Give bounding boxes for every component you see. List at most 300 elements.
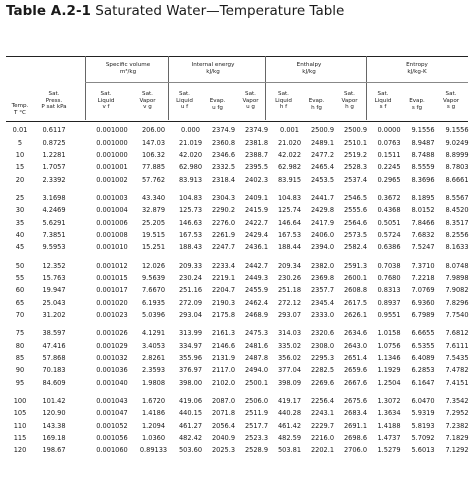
table-cell: 0.0763 [377,138,401,147]
column-gap [74,420,91,432]
table-cell: 419.17 [277,397,302,406]
table-cell: 8.1633 [445,243,469,252]
table-cell: 0.001015 [96,273,128,282]
table-cell: 1.0360 [141,434,166,443]
table-row [6,407,474,419]
table-cell: 8.7488 [411,150,435,159]
table-cell: 0.2245 [377,163,401,172]
table-cell: 5 [17,138,23,147]
table-cell: 2555.6 [343,206,368,215]
table-cell: 293.04 [178,310,203,319]
table-cell: 1.3072 [377,397,401,406]
table-cell: 9.0249 [445,138,469,147]
table-cell: 355.96 [178,354,203,363]
table-cell: 57.762 [141,175,166,184]
table-cell: 314.03 [277,329,302,338]
table-cell: 90 [15,366,25,375]
table-cell: 6.0470 [411,397,435,406]
table-cell: 230.24 [178,273,203,282]
column-gap [74,204,91,216]
table-cell: 334.97 [178,341,203,350]
table-cell: 2190.3 [211,298,236,307]
enthalpy-header: Enthalpy kJ/kg [296,62,322,75]
table-cell: 2117.0 [211,366,236,375]
table-cell: 2643.0 [343,341,368,350]
column-gap [74,432,91,444]
table-cell: 77.885 [141,163,166,172]
table-cell: 7.2218 [411,273,435,282]
table-cell: 8.0152 [411,206,435,215]
column-gap [74,241,91,253]
table-cell: 7.6111 [445,341,469,350]
table-cell: 2102.0 [211,378,236,387]
table-cell: 209.33 [178,261,203,270]
table-cell: 5.9319 [411,409,435,418]
table-cell: 21.019 [178,138,203,147]
table-cell: 2429.8 [310,206,335,215]
column-gap [74,444,91,456]
table-cell: 15 [15,163,25,172]
table-cell: 0.001023 [96,310,128,319]
table-cell: 0.01 [12,126,28,135]
table-cell: 398.00 [178,378,203,387]
table-row [6,272,474,284]
table-cell: 0.8937 [377,298,401,307]
table-cell: 0.6117 [42,126,66,135]
table-cell: 6.7989 [411,310,435,319]
table-cell: 0.7680 [377,273,401,282]
col-header-ufg: Evap. u fg [209,98,226,111]
column-gap [74,149,91,161]
table-cell: 5.6013 [411,446,435,455]
table-cell: 115 [13,434,27,443]
table-cell: 2683.4 [343,409,368,418]
table-cell: 2040.9 [211,434,236,443]
table-row [6,296,474,308]
table-cell: 0.001010 [96,243,128,252]
table-cell: 7.6812 [445,329,469,338]
table-cell: 7.0769 [411,286,435,295]
table-row [6,124,474,136]
table-cell: 2481.6 [244,341,269,350]
table-cell: 19.947 [42,286,66,295]
table-cell: 0.001003 [96,193,128,202]
table-cell: 0.001002 [96,175,128,184]
table-row [6,259,474,271]
table-cell: 2582.4 [343,243,368,252]
table-cell: 167.53 [277,230,302,239]
table-cell: 2591.3 [343,261,368,270]
table-cell: 8.7803 [445,163,469,172]
table-cell: 3.4053 [141,341,166,350]
table-cell: 2468.9 [244,310,269,319]
table-cell: 251.16 [178,286,203,295]
table-cell: 188.43 [178,243,203,252]
column-gap [74,327,91,339]
table-cell: 0.001004 [96,206,128,215]
table-cell: 6.4089 [411,354,435,363]
table-cell: 4.1291 [141,329,166,338]
table-cell: 2146.6 [211,341,236,350]
table-cell: 1.0756 [377,341,401,350]
header-rule [6,121,468,122]
table-cell: 8.9487 [411,138,435,147]
table-cell: 83.915 [277,175,302,184]
column-gap [74,259,91,271]
table-cell: 2243.1 [310,409,335,418]
table-cell: 101.42 [42,397,66,406]
table-cell: 7.2952 [445,409,469,418]
data-table [6,124,474,457]
entropy-header: Entropy kJ/kg-K [406,62,428,75]
table-cell: 2402.3 [244,175,269,184]
table-cell: 2523.3 [244,434,269,443]
table-cell: 2269.6 [310,378,335,387]
table-cell: 7.2382 [445,421,469,430]
table-cell: 376.97 [178,366,203,375]
table-cell: 125.73 [178,206,203,215]
table-cell: 25.205 [141,218,166,227]
table-cell: 2276.0 [211,218,236,227]
table-cell: 2394.0 [310,243,335,252]
table-cell: 167.53 [178,230,203,239]
table-row [6,229,474,241]
table-cell: 2374.9 [244,126,269,135]
table-cell: 1.1346 [377,354,401,363]
table-cell: 0.1511 [377,150,401,159]
table-cell: 2436.1 [244,243,269,252]
table-cell: 2382.0 [310,261,335,270]
table-cell: 2511.9 [244,409,269,418]
table-cell: 85 [15,354,25,363]
col-header-sfg: Evap. s fg [409,98,425,111]
table-cell: 169.18 [42,434,66,443]
table-cell: 75 [15,329,25,338]
table-cell: 1.2281 [42,150,66,159]
table-cell: 482.42 [178,434,203,443]
table-cell: 2.8261 [141,354,166,363]
table-cell: 2698.6 [343,434,368,443]
column-gap [74,161,91,173]
group-rule [85,82,468,83]
table-cell: 105 [13,409,27,418]
table-cell: 2229.7 [310,421,335,430]
column-gap [74,377,91,389]
table-cell: 1.7057 [42,163,66,172]
table-cell: 1.0158 [377,329,401,338]
table-cell: 188.44 [277,243,302,252]
table-cell: 272.12 [277,298,302,307]
column-gap [74,284,91,296]
col-header-sg: Sat. Vapor s g [442,91,460,111]
table-cell: 0.2965 [377,175,401,184]
table-cell: 0.7038 [377,261,401,270]
table-cell: 30 [15,206,25,215]
table-cell: 2626.1 [343,310,368,319]
table-cell: 272.09 [178,298,203,307]
table-cell: 2417.9 [310,218,335,227]
table-cell: 0.3672 [377,193,401,202]
table-cell: 7.9082 [445,286,469,295]
column-gap [74,296,91,308]
column-gap [74,364,91,376]
table-cell: 2233.4 [211,261,236,270]
table-cell: 62.980 [178,163,203,172]
table-cell: 2564.6 [343,218,368,227]
table-cell: 2517.7 [244,421,269,430]
table-cell: 2295.3 [310,354,335,363]
table-cell: 2573.5 [343,230,368,239]
table-cell: 0.001000 [96,150,128,159]
table-cell: 7.6832 [411,230,435,239]
table-cell: 7.5247 [411,243,435,252]
table-cell: 2429.4 [244,230,269,239]
table-cell: 1.2094 [141,421,166,430]
table-cell: 5.7092 [411,434,435,443]
table-cell: 110 [13,421,27,430]
table-cell: 2261.9 [211,230,236,239]
table-cell: 2304.3 [211,193,236,202]
table-cell: 0.9551 [377,310,401,319]
table-cell: 0.0000 [377,126,401,135]
table-cell: 60 [15,286,25,295]
table-cell: 8.1895 [411,193,435,202]
table-cell: 0.001060 [96,446,128,455]
specific-volume-header: Specific volume m³/kg [105,62,151,75]
table-cell: 2087.0 [211,397,236,406]
table-cell: 2442.7 [244,261,269,270]
table-cell: 104.83 [277,193,302,202]
table-cell: 2.3392 [42,175,66,184]
table-cell: 2506.0 [244,397,269,406]
table-cell: 57.868 [42,354,66,363]
table-cell: 2332.5 [211,163,236,172]
table-cell: 40 [15,230,25,239]
table-cell: 0.001 [280,126,299,135]
col-header-ug: Sat. Vapor u g [242,91,259,111]
table-cell: 2025.3 [211,446,236,455]
table-cell: 12.352 [42,261,66,270]
table-cell: 2706.0 [343,446,368,455]
table-cell: 9.5953 [42,243,66,252]
table-cell: 104.83 [178,193,203,202]
table-cell: 21.020 [277,138,302,147]
table-cell: 7.3542 [445,397,469,406]
table-cell: 251.18 [277,286,302,295]
table-cell: 1.2504 [377,378,401,387]
table-cell: 120.90 [42,409,66,418]
table-row [6,216,474,228]
table-cell: 0.001000 [96,138,128,147]
table-cell: 503.81 [277,446,302,455]
table-cell: 15.763 [42,273,66,282]
table-cell: 2546.5 [343,193,368,202]
table-cell: 0.5051 [377,218,401,227]
table-cell: 2219.1 [211,273,236,282]
table-cell: 398.09 [277,378,302,387]
table-cell: 7.4782 [445,366,469,375]
table-cell: 7.8466 [411,218,435,227]
table-cell: 2308.0 [310,341,335,350]
table-cell: 2320.6 [310,329,335,338]
table-row [6,149,474,161]
table-cell: 2455.9 [244,286,269,295]
table-cell: 2374.9 [211,126,236,135]
table-cell: 2667.6 [343,378,368,387]
table-cell: 0.4368 [377,206,401,215]
table-title [6,3,344,19]
table-cell: 7.4151 [445,378,469,387]
column-gap [74,352,91,364]
table-cell: 2346.6 [211,150,236,159]
table-cell: 0.001008 [96,230,128,239]
table-cell: 10 [15,150,25,159]
table-cell: 2369.8 [310,273,335,282]
table-row [6,161,474,173]
table-cell: 2202.1 [310,446,335,455]
table-cell: 0.001006 [96,218,128,227]
table-cell: 31.202 [42,310,66,319]
table-cell: 70.183 [42,366,66,375]
table-cell: 2675.6 [343,397,368,406]
col-header-vg: Sat. Vapor v g [139,91,156,111]
table-cell: 7.6670 [141,286,166,295]
table-cell: 6.9360 [411,298,435,307]
table-cell: 35 [15,218,25,227]
table-cell: 2487.8 [244,354,269,363]
table-cell: 2477.2 [310,150,335,159]
table-cell: 6.1647 [411,378,435,387]
table-cell: 356.02 [277,354,302,363]
table-row [6,136,474,148]
table-cell: 143.38 [42,421,66,430]
column-gap [74,173,91,185]
table-cell: 0.001012 [96,261,128,270]
table-cell: 2608.8 [343,286,368,295]
table-cell: 2247.7 [211,243,236,252]
table-row [6,444,474,456]
table-cell: 6.6655 [411,329,435,338]
table-cell: 8.3517 [445,218,469,227]
column-gap [74,407,91,419]
table-cell: 2489.1 [310,138,335,147]
table-cell: 2345.4 [310,298,335,307]
table-cell: 147.03 [141,138,166,147]
table-name: Saturated Water—Temperature Table [95,3,345,19]
table-cell: 2475.3 [244,329,269,338]
table-cell: 2519.2 [343,150,368,159]
column-gap [74,340,91,352]
table-cell: 0.001017 [96,286,128,295]
table-cell: 2494.0 [244,366,269,375]
table-cell: 206.00 [141,126,166,135]
col-header-temp: Temp. T °C [11,103,29,116]
table-cell: 6.2853 [411,366,435,375]
table-cell: 461.42 [277,421,302,430]
table-cell: 2500.9 [310,126,335,135]
table-cell: 1.3634 [377,409,401,418]
table-cell: 2500.9 [343,126,368,135]
table-cell: 2290.2 [211,206,236,215]
table-cell: 2537.4 [343,175,368,184]
table-cell: 2056.4 [211,421,236,430]
table-cell: 25 [15,193,25,202]
table-row [6,340,474,352]
table-row [6,284,474,296]
table-cell: 7.7540 [445,310,469,319]
table-cell: 5.8193 [411,421,435,430]
table-cell: 503.60 [178,446,203,455]
table-cell: 15.251 [141,243,166,252]
table-cell: 43.340 [141,193,166,202]
table-cell: 8.5559 [411,163,435,172]
table-cell: 209.34 [277,261,302,270]
table-cell: 2204.7 [211,286,236,295]
table-cell: 2388.7 [244,150,269,159]
table-cell: 2175.8 [211,310,236,319]
table-cell: 19.515 [141,230,166,239]
table-cell: 461.27 [178,421,203,430]
column-gap [74,216,91,228]
table-cell: 5.6291 [42,218,66,227]
table-cell: 0.001029 [96,341,128,350]
table-row [6,327,474,339]
table-cell: 230.26 [277,273,302,282]
table-cell: 0.001026 [96,329,128,338]
col-header-sf: Sat. Liquid s f [374,91,392,111]
table-cell: 2659.6 [343,366,368,375]
table-cell: 8.2556 [445,230,469,239]
table-row [6,192,474,204]
table-row [6,377,474,389]
table-row [6,173,474,185]
table-cell: 440.28 [277,409,302,418]
table-cell: 7.8296 [445,298,469,307]
table-cell: 0.6386 [377,243,401,252]
table-row [6,309,474,321]
table-cell: 0.001020 [96,298,128,307]
table-cell: 2318.4 [211,175,236,184]
col-header-vf: Sat. Liquid v f [97,91,115,111]
column-gap [74,272,91,284]
table-cell: 2409.1 [244,193,269,202]
table-cell: 7.5435 [445,354,469,363]
table-row [6,352,474,364]
column-gap [74,309,91,321]
table-cell: 0.000 [181,126,200,135]
col-header-uf: Sat. Liquid u f [176,91,193,111]
table-row [6,395,474,407]
table-cell: 47.416 [42,341,66,350]
table-cell: 95 [15,378,25,387]
table-cell: 106.32 [141,150,166,159]
table-cell: 5.0396 [141,310,166,319]
table-cell: 0.001047 [96,409,128,418]
table-cell: 2422.7 [244,218,269,227]
table-cell: 6.1935 [141,298,166,307]
table-cell: 42.022 [277,150,302,159]
table-cell: 1.4737 [377,434,401,443]
col-header-hfg: Evap. h fg [308,98,325,111]
table-cell: 9.5639 [141,273,166,282]
table-cell: 2256.4 [310,397,335,406]
table-cell: 2395.5 [244,163,269,172]
column-gap [74,136,91,148]
table-cell: 42.020 [178,150,203,159]
table-cell: 2510.1 [343,138,368,147]
table-row [6,420,474,432]
table-cell: 2071.8 [211,409,236,418]
